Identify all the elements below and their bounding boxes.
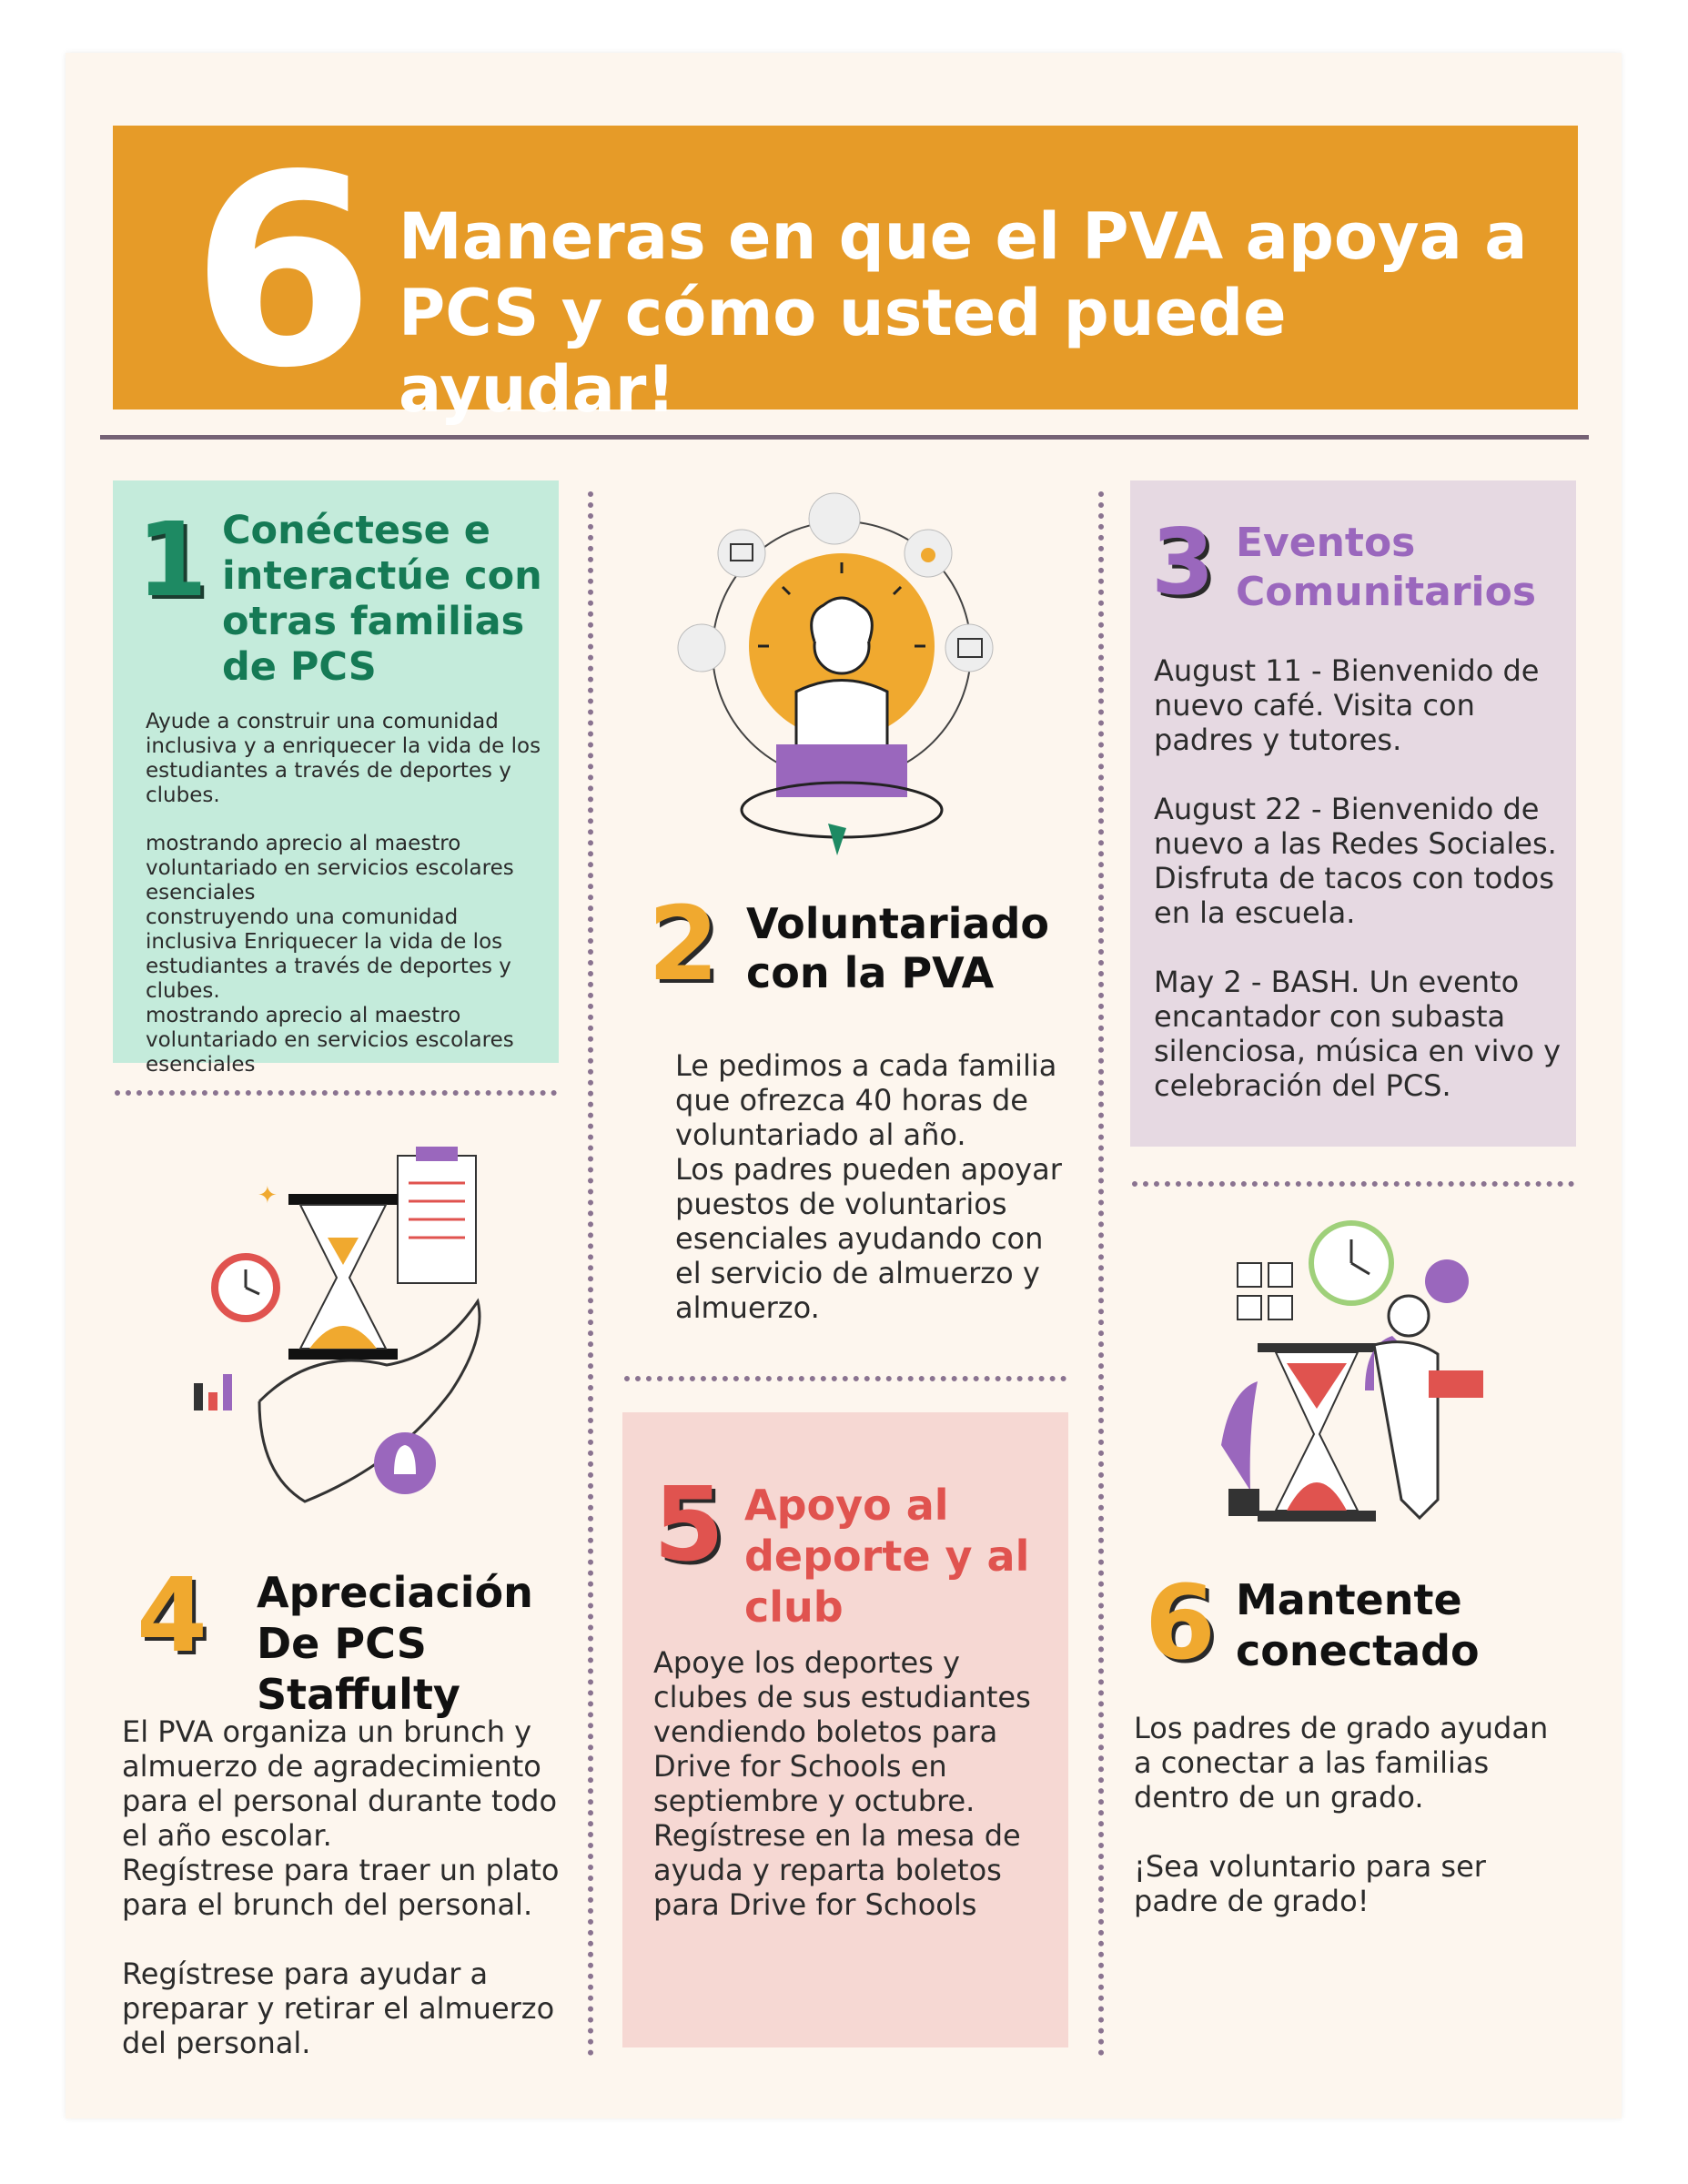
section-6-number: 6 [1145, 1564, 1216, 1683]
section-5-body: Apoye los deportes y clubes de sus estudiantes vendiendo boletos para Drive for Schools en septiembre y octubre. Regístrese en la mesa de ayuda y reparta boletos para Drive for Schools [653, 1645, 1031, 1922]
section-5-number: 5 [653, 1466, 724, 1584]
section-2-title: Voluntariado con la PVA [746, 899, 1050, 997]
section-2-body: Le pedimos a cada familia que ofrezca 40 horas de voluntariado al año. Los padres pueden apoyar puestos de voluntarios esenciales ayudando con el servicio de almuerzo y almuerzo. [675, 1048, 1062, 1325]
section-3-number: 3 [1151, 509, 1215, 615]
section-4-title: Apreciación De PCS Staffulty [257, 1568, 533, 1719]
phone-hourglass-illustration [1192, 1218, 1520, 1536]
hourglass-hand-illustration [177, 1128, 487, 1511]
section-3-event-3: May 2 - BASH. Un evento encantador con subasta silenciosa, música en vivo y celebración del PCS. [1154, 965, 1562, 1103]
section-2-number: 2 [648, 885, 719, 1004]
row-divider-right [1132, 1181, 1574, 1187]
section-1-intro: Ayude a construir una comunidad inclusiva y a enriquecer la vida de los estudiantes a través de deportes y clubes. [146, 710, 541, 807]
header-number: 6 [191, 119, 375, 426]
header-divider [100, 435, 1589, 440]
row-divider-middle [624, 1376, 1066, 1381]
section-4-body: El PVA organiza un brunch y almuerzo de agradecimiento para el personal durante todo el año escolar. Regístrese para traer un plato para el brunch del personal. Regístrese para ayudar a preparar y retirar el almuerzo del personal. [122, 1714, 560, 2060]
section-3-event-2: August 22 - Bienvenido de nuevo a las Redes Sociales. Disfruta de tacos con todos en la escuela. [1154, 792, 1557, 930]
section-1-number: 1 [136, 501, 207, 620]
row-divider-left [115, 1090, 557, 1096]
column-divider-left [588, 491, 593, 2057]
section-6-title: Mantente conectado [1236, 1575, 1480, 1675]
section-4-number: 4 [136, 1557, 207, 1675]
header-title: Maneras en que el PVA apoya a PCS y cómo usted puede ayudar! [399, 199, 1528, 427]
section-6-body: Los padres de grado ayudan a conectar a las familias dentro de un grado. ¡Sea voluntario para ser padre de grado! [1134, 1711, 1549, 1918]
section-1-details: mostrando aprecio al maestro voluntariado en servicios escolares esenciales construyendo una comunidad inclusiva Enriquecer la vida de los estudiantes a través de deportes y clubes. mostrando aprecio al maestro voluntariado en servicios escolares esenciales [146, 832, 514, 1077]
column-divider-right [1098, 491, 1104, 2057]
svg-text:✦: ✦ [258, 1182, 278, 1209]
section-3-event-1: August 11 - Bienvenido de nuevo café. Visita con padres y tutores. [1154, 653, 1540, 757]
volunteer-laptop-illustration [669, 491, 1015, 855]
section-1-title: Conéctese e interactúe con otras familias de PCS [222, 508, 542, 690]
section-5-title: Apoyo al deporte y al club [744, 1481, 1030, 1632]
section-3-title: Eventos Comunitarios [1236, 520, 1537, 615]
